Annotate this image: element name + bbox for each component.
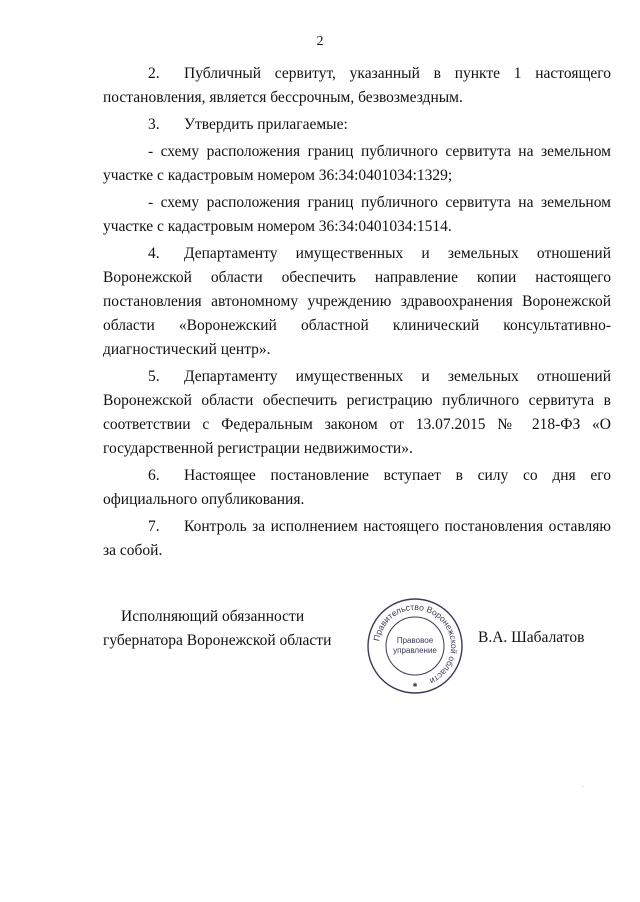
paragraph-number: 3. (148, 116, 160, 133)
signatory-name: В.А. Шабалатов (478, 629, 585, 646)
stamp-center-line-2: управление (393, 646, 437, 655)
paragraph-number: 7. (148, 518, 160, 535)
stamp-star-icon: ✱ (412, 683, 418, 689)
stamp-center-line-1: Правовое (396, 636, 434, 645)
scan-speck (582, 786, 583, 787)
paragraph-number: 4. (148, 245, 160, 262)
paragraph-text: Департаменту имущественных и земельных отношений Воронежской области обеспечить направление копии настоящего постановления автономному учреждению здравоохранения Воронежской области «Воронежский областной клинический консультативно-диагностический центр». (103, 245, 611, 358)
paragraph-text: Публичный сервитут, указанный в пункте 1 настоящего постановления, является бессрочным, безвозмездным. (103, 65, 611, 106)
paragraph-5 (103, 365, 611, 461)
official-stamp (365, 596, 465, 696)
document-body (103, 62, 611, 566)
list-item-text: - схему расположения границ публичного сервитута на земельном участке с кадастровым номером 36:34:0401034:1329; (103, 143, 611, 184)
paragraph-3 (103, 113, 611, 137)
paragraph-text: Утвердить прилагаемые: (184, 116, 348, 133)
paragraph-text: Контроль за исполнением настоящего постановления оставляю за собой. (103, 518, 611, 559)
paragraph-4 (103, 242, 611, 362)
signatory-position-line-2: губернатора Воронежской области (103, 632, 332, 649)
list-item-text: - схему расположения границ публичного сервитута на земельном участке с кадастровым номером 36:34:0401034:1514. (103, 194, 611, 235)
stamp-ring-text: Правительство Воронежской области (371, 601, 460, 687)
paragraph-6 (103, 464, 611, 512)
page-number: 2 (316, 34, 324, 49)
paragraph-number: 5. (148, 368, 160, 385)
list-item-scheme-1514 (103, 191, 611, 239)
paragraph-2 (103, 62, 611, 110)
paragraph-number: 2. (148, 65, 160, 82)
paragraph-7 (103, 515, 611, 563)
paragraph-text: Департаменту имущественных и земельных отношений Воронежской области обеспечить регистрацию публичного сервитута в соответствии с Федеральным законом от 13.07.2015 № 218-ФЗ «О государственной регистрации недвижимости». (103, 368, 611, 457)
signatory-position-line-1: Исполняющий обязанности (121, 608, 305, 625)
signatory-position (103, 605, 331, 653)
list-item-scheme-1329 (103, 140, 611, 188)
paragraph-number: 6. (148, 467, 160, 484)
paragraph-text: Настоящее постановление вступает в силу со дня его официального опубликования. (103, 467, 611, 508)
